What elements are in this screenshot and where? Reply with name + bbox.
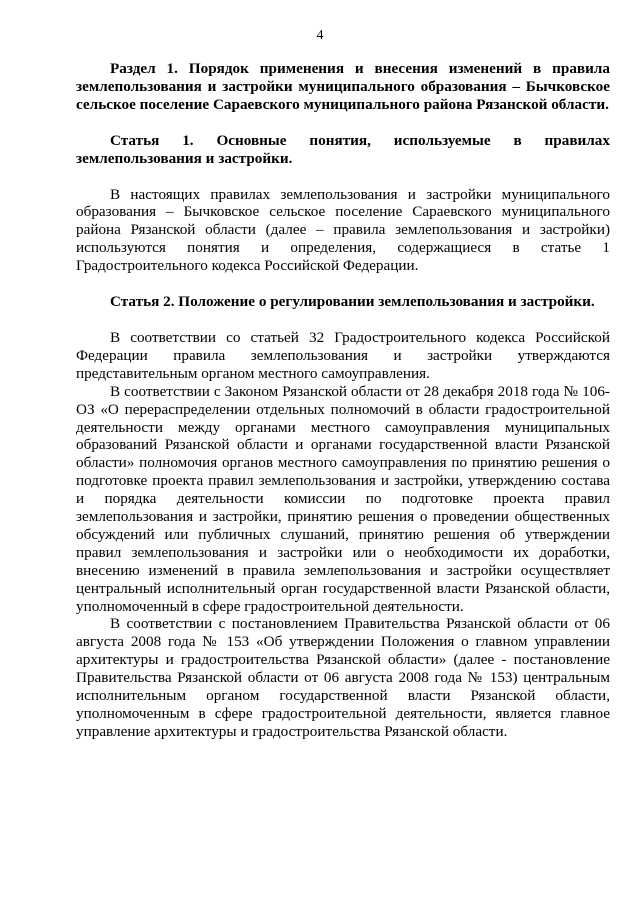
spacer	[76, 311, 610, 329]
article-2-paragraph-3: В соответствии с постановлением Правительства Рязанской области от 06 августа 2008 года № 153 «Об утверждении Положения о главном управлении архитектуры и градостроительства Рязанской области» (далее - постановление Правительства Рязанской области от 06 августа 2008 года № 153) центральным исполнительным органом государственной власти Рязанской области, уполномоченным в сфере градостроительной деятельности, является главное управление архитектуры и градостроительства Рязанской области.	[76, 615, 610, 740]
page-number: 4	[316, 28, 324, 43]
article-2-paragraph-1: В соответствии со статьей 32 Градостроительного кодекса Российской Федерации правила землепользования и застройки утверждаются представительным органом местного самоуправления.	[76, 328, 610, 382]
article-1-heading: Статья 1. Основные понятия, используемые в правилах землепользования и застройки.	[76, 131, 610, 167]
spacer	[76, 275, 610, 293]
page-content	[76, 60, 610, 741]
article-2-paragraph-2: В соответствии с Законом Рязанской области от 28 декабря 2018 года № 106-ОЗ «О перераспределении отдельных полномочий в области градостроительной деятельности между органами местного самоуправления муниципальных образований Рязанской области и органами государственной власти Рязанской области» полномочия органов местного самоуправления по принятию решения о подготовке проекта правил землепользования и застройки, утверждению состава и порядка деятельности комиссии по подготовке проекта правил землепользования и застройки, принятию решения о проведении общественных обсуждений или публичных слушаний, принятию решения об утверждении правил землепользования и застройки или о необходимости их доработки, внесению изменений в правила землепользования и застройки осуществляет центральный исполнительный орган государственной власти Рязанской области, уполномоченный в сфере градостроительной деятельности.	[76, 382, 610, 615]
article-2-heading: Статья 2. Положение о регулировании землепользования и застройки.	[110, 293, 595, 311]
article-1-paragraph: В настоящих правилах землепользования и застройки муниципального образования – Бычковское сельское поселение Сараевского муниципального района Рязанской области (далее – правила землепользования и застройки) используются понятия и определения, содержащиеся в статье 1 Градостроительного кодекса Российской Федерации.	[76, 185, 610, 275]
spacer	[76, 168, 610, 186]
spacer	[76, 114, 610, 132]
section-heading: Раздел 1. Порядок применения и внесения изменений в правила землепользования и застройки муниципального образования – Бычковское сельское поселение Сараевского муниципального района Рязанской области.	[76, 60, 610, 113]
